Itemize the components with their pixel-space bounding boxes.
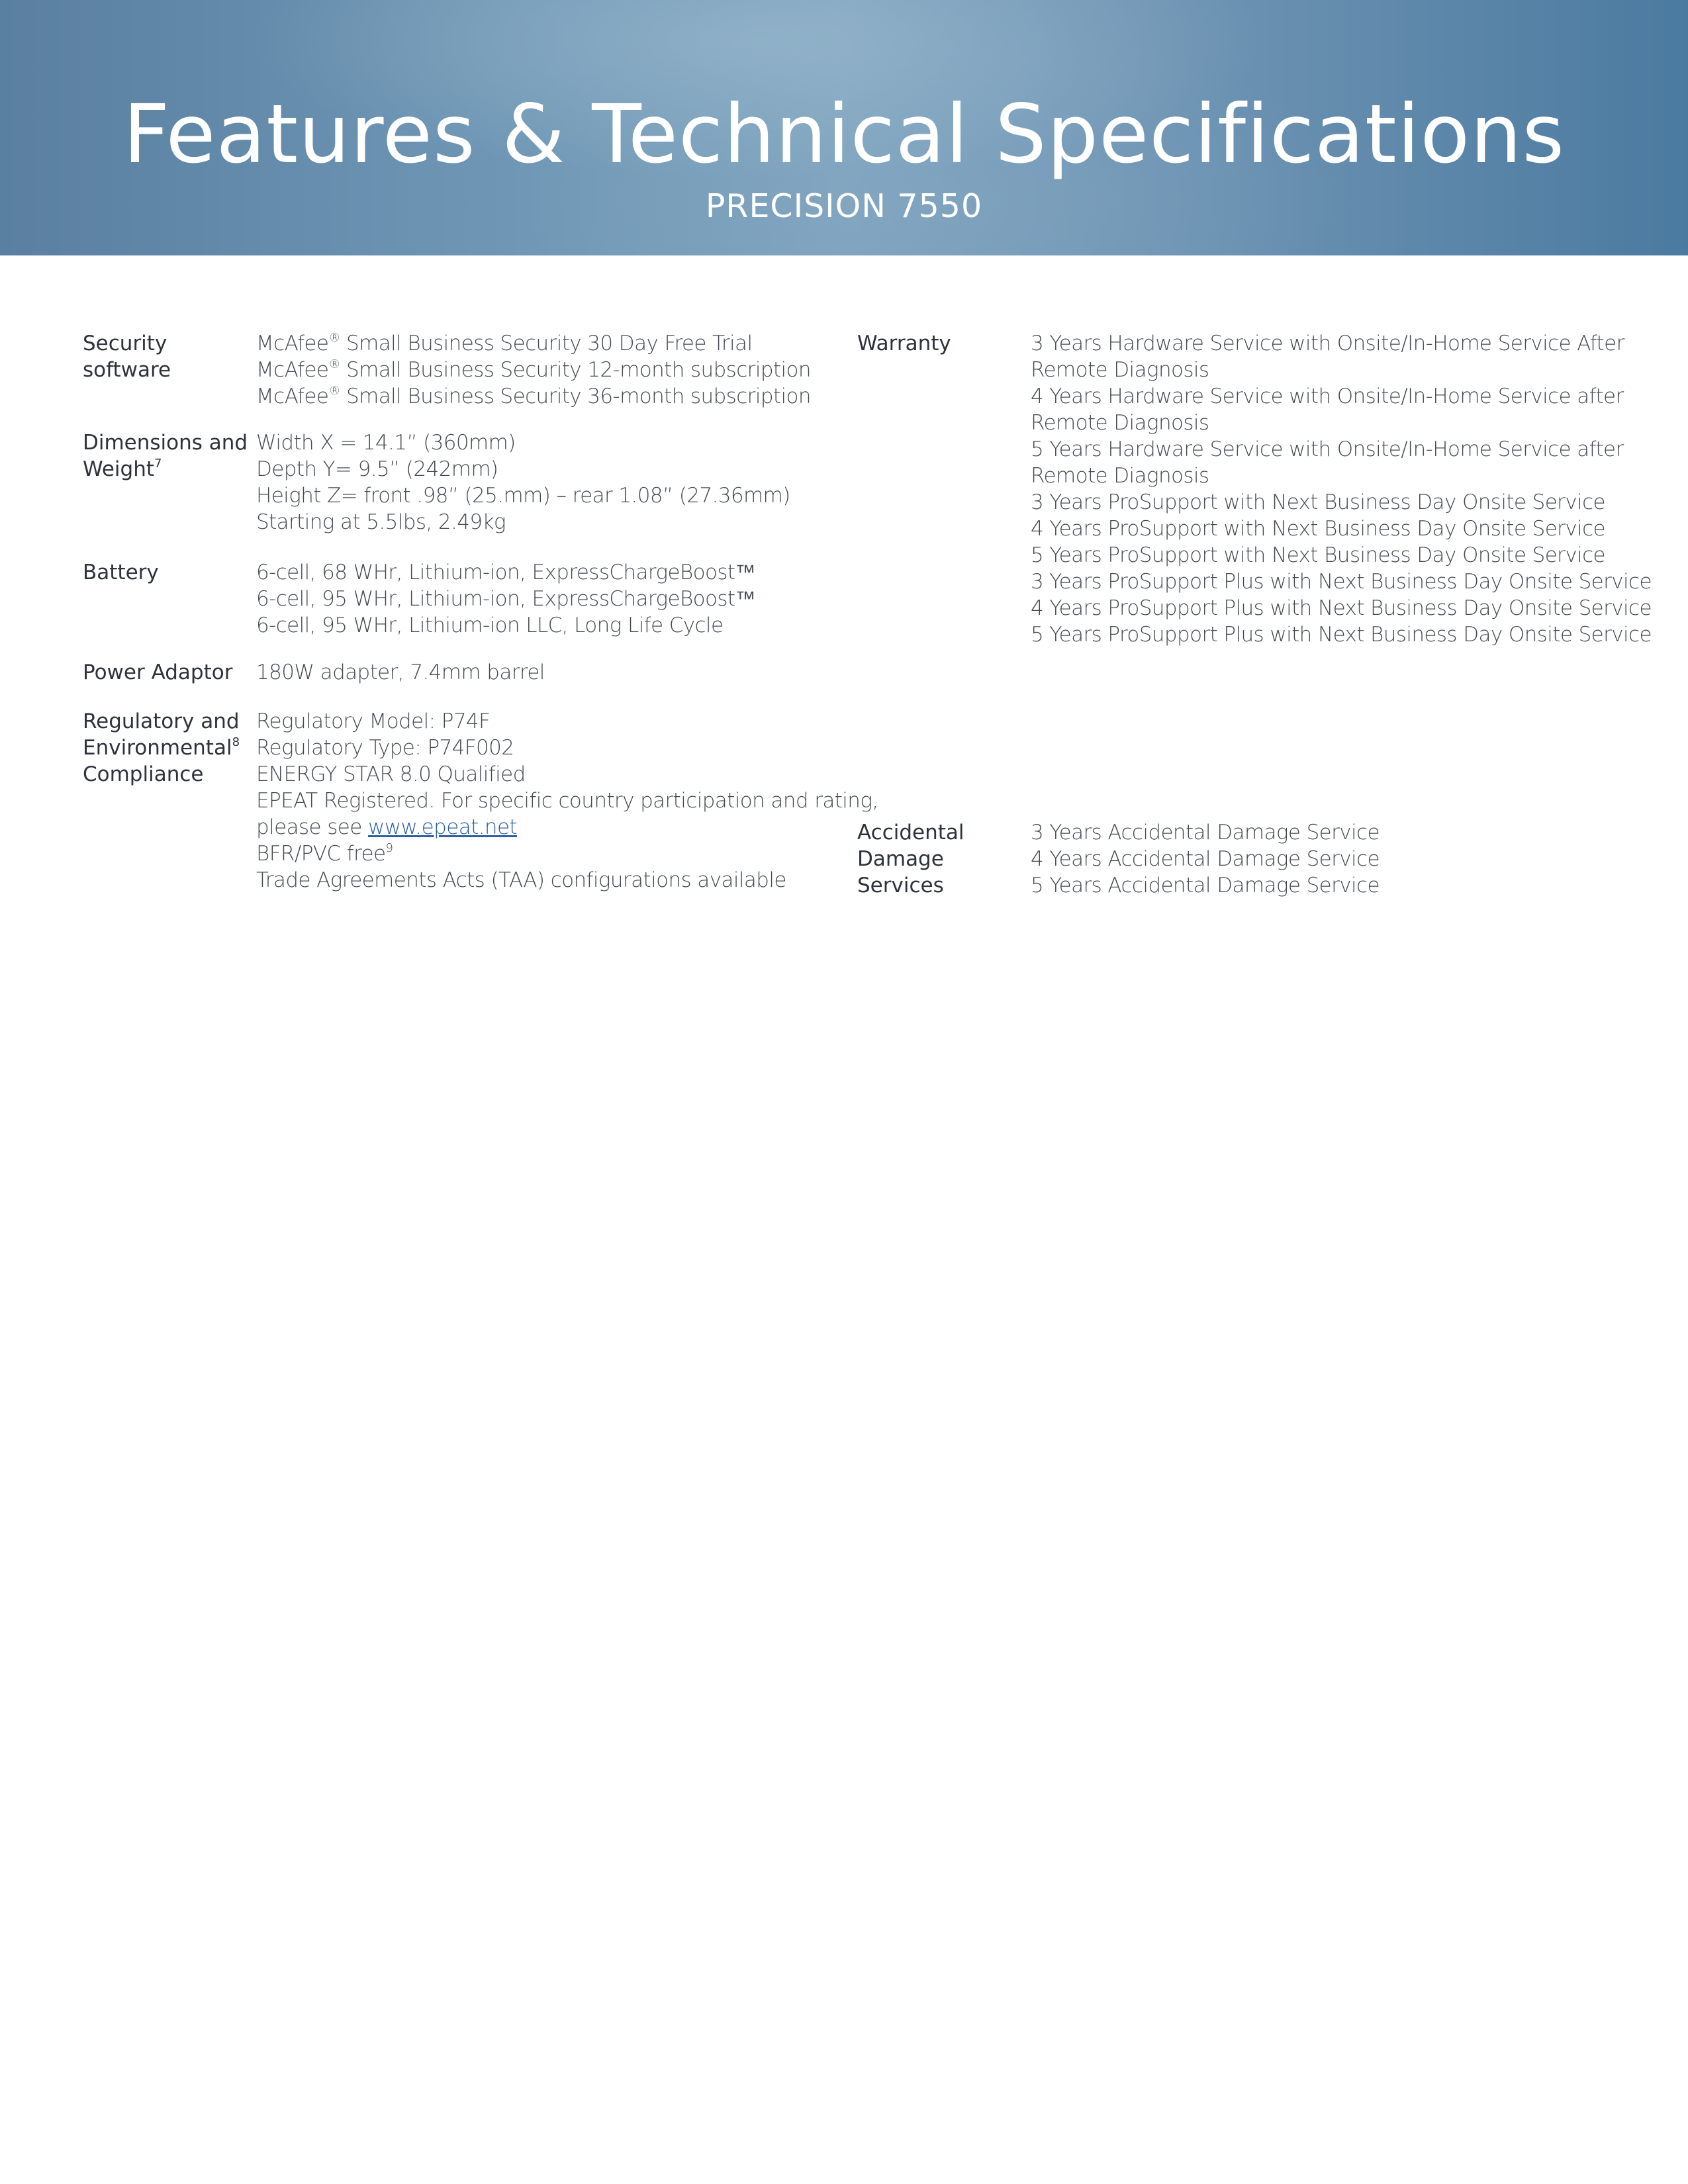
spec-label: Power Adaptor <box>83 660 233 684</box>
spec-label: Dimensions and Weight$^7$ <box>83 431 248 481</box>
spec-value <box>256 559 755 639</box>
list-item: please see www.epeat.net <box>256 815 517 839</box>
list-item: Starting at 5.5lbs, 2.49kg <box>256 510 506 534</box>
spec-value <box>256 708 878 893</box>
list-item: Remote Diagnosis <box>1031 358 1209 382</box>
list-item: 6-cell, 68 WHr, Lithium-ion, ExpressChargeBoost™ <box>256 561 755 584</box>
header-banner <box>0 0 1688 255</box>
list-item: 4 Years ProSupport Plus with Next Business Day Onsite Service <box>1031 596 1652 620</box>
list-item: 3 Years Accidental Damage Service <box>1031 821 1380 844</box>
list-item: 6-cell, 95 WHr, Lithium-ion, ExpressChargeBoost™ <box>256 587 755 611</box>
list-item: Regulatory Model: P74F <box>256 709 491 733</box>
spec-label: Regulatory and Environmental$^8$ Compliance <box>83 709 240 786</box>
list-item: 5 Years ProSupport Plus with Next Business Day Onsite Service <box>1031 623 1652 647</box>
list-item: Depth Y= 9.5” (242mm) <box>256 457 498 481</box>
epeat-link[interactable]: www.epeat.net <box>368 815 517 839</box>
page-subtitle: PRECISION 7550 <box>705 187 983 225</box>
spec-label: Warranty <box>857 332 951 355</box>
list-item: 4 Years Accidental Damage Service <box>1031 847 1380 871</box>
list-item: McAfee® Small Business Security 12-month subscription <box>256 357 811 382</box>
list-item: 5 Years Accidental Damage Service <box>1031 874 1380 897</box>
list-item: 180W adapter, 7.4mm barrel <box>256 660 545 684</box>
list-item: 5 Years Hardware Service with Onsite/In-Home Service after <box>1031 437 1624 461</box>
spec-label: Accidental Damage Services <box>857 821 964 897</box>
list-item: 3 Years ProSupport with Next Business Day Onsite Service <box>1031 490 1606 514</box>
list-item: Width X = 14.1” (360mm) <box>256 431 516 455</box>
spec-value <box>256 430 790 535</box>
list-item: Remote Diagnosis <box>1031 411 1209 435</box>
page-title: Features & Technical Specifications <box>122 87 1566 181</box>
spec-value <box>1031 819 1380 899</box>
spec-label: Security software <box>83 332 171 382</box>
spec-value <box>256 659 545 686</box>
list-item: Trade Agreements Acts (TAA) configurations available <box>256 868 786 892</box>
list-item: 4 Years Hardware Service with Onsite/In-Home Service after <box>1031 385 1624 408</box>
spec-label: Battery <box>83 561 159 584</box>
list-item: ENERGY STAR 8.0 Qualified <box>256 762 526 786</box>
list-item: 6-cell, 95 WHr, Lithium-ion LLC, Long Life Cycle <box>256 614 724 637</box>
list-item: 3 Years Hardware Service with Onsite/In-Home Service After <box>1031 332 1624 355</box>
list-item: BFR/PVC free$^9$ <box>256 841 393 866</box>
list-item: Height Z= front .98” (25.mm) – rear 1.08” (27.36mm) <box>256 484 790 508</box>
list-item: 4 Years ProSupport with Next Business Day Onsite Service <box>1031 517 1606 541</box>
spec-value <box>256 330 811 410</box>
list-item: 3 Years ProSupport Plus with Next Business Day Onsite Service <box>1031 570 1652 594</box>
spec-value <box>1031 330 1652 648</box>
list-item: 5 Years ProSupport with Next Business Day Onsite Service <box>1031 543 1606 567</box>
list-item: Remote Diagnosis <box>1031 464 1209 488</box>
list-item: McAfee® Small Business Security 36-month subscription <box>256 383 811 408</box>
list-item: EPEAT Registered. For specific country participation and rating, <box>256 789 878 813</box>
list-item: Regulatory Type: P74F002 <box>256 736 514 760</box>
list-item: McAfee® Small Business Security 30 Day Free Trial <box>256 330 753 355</box>
